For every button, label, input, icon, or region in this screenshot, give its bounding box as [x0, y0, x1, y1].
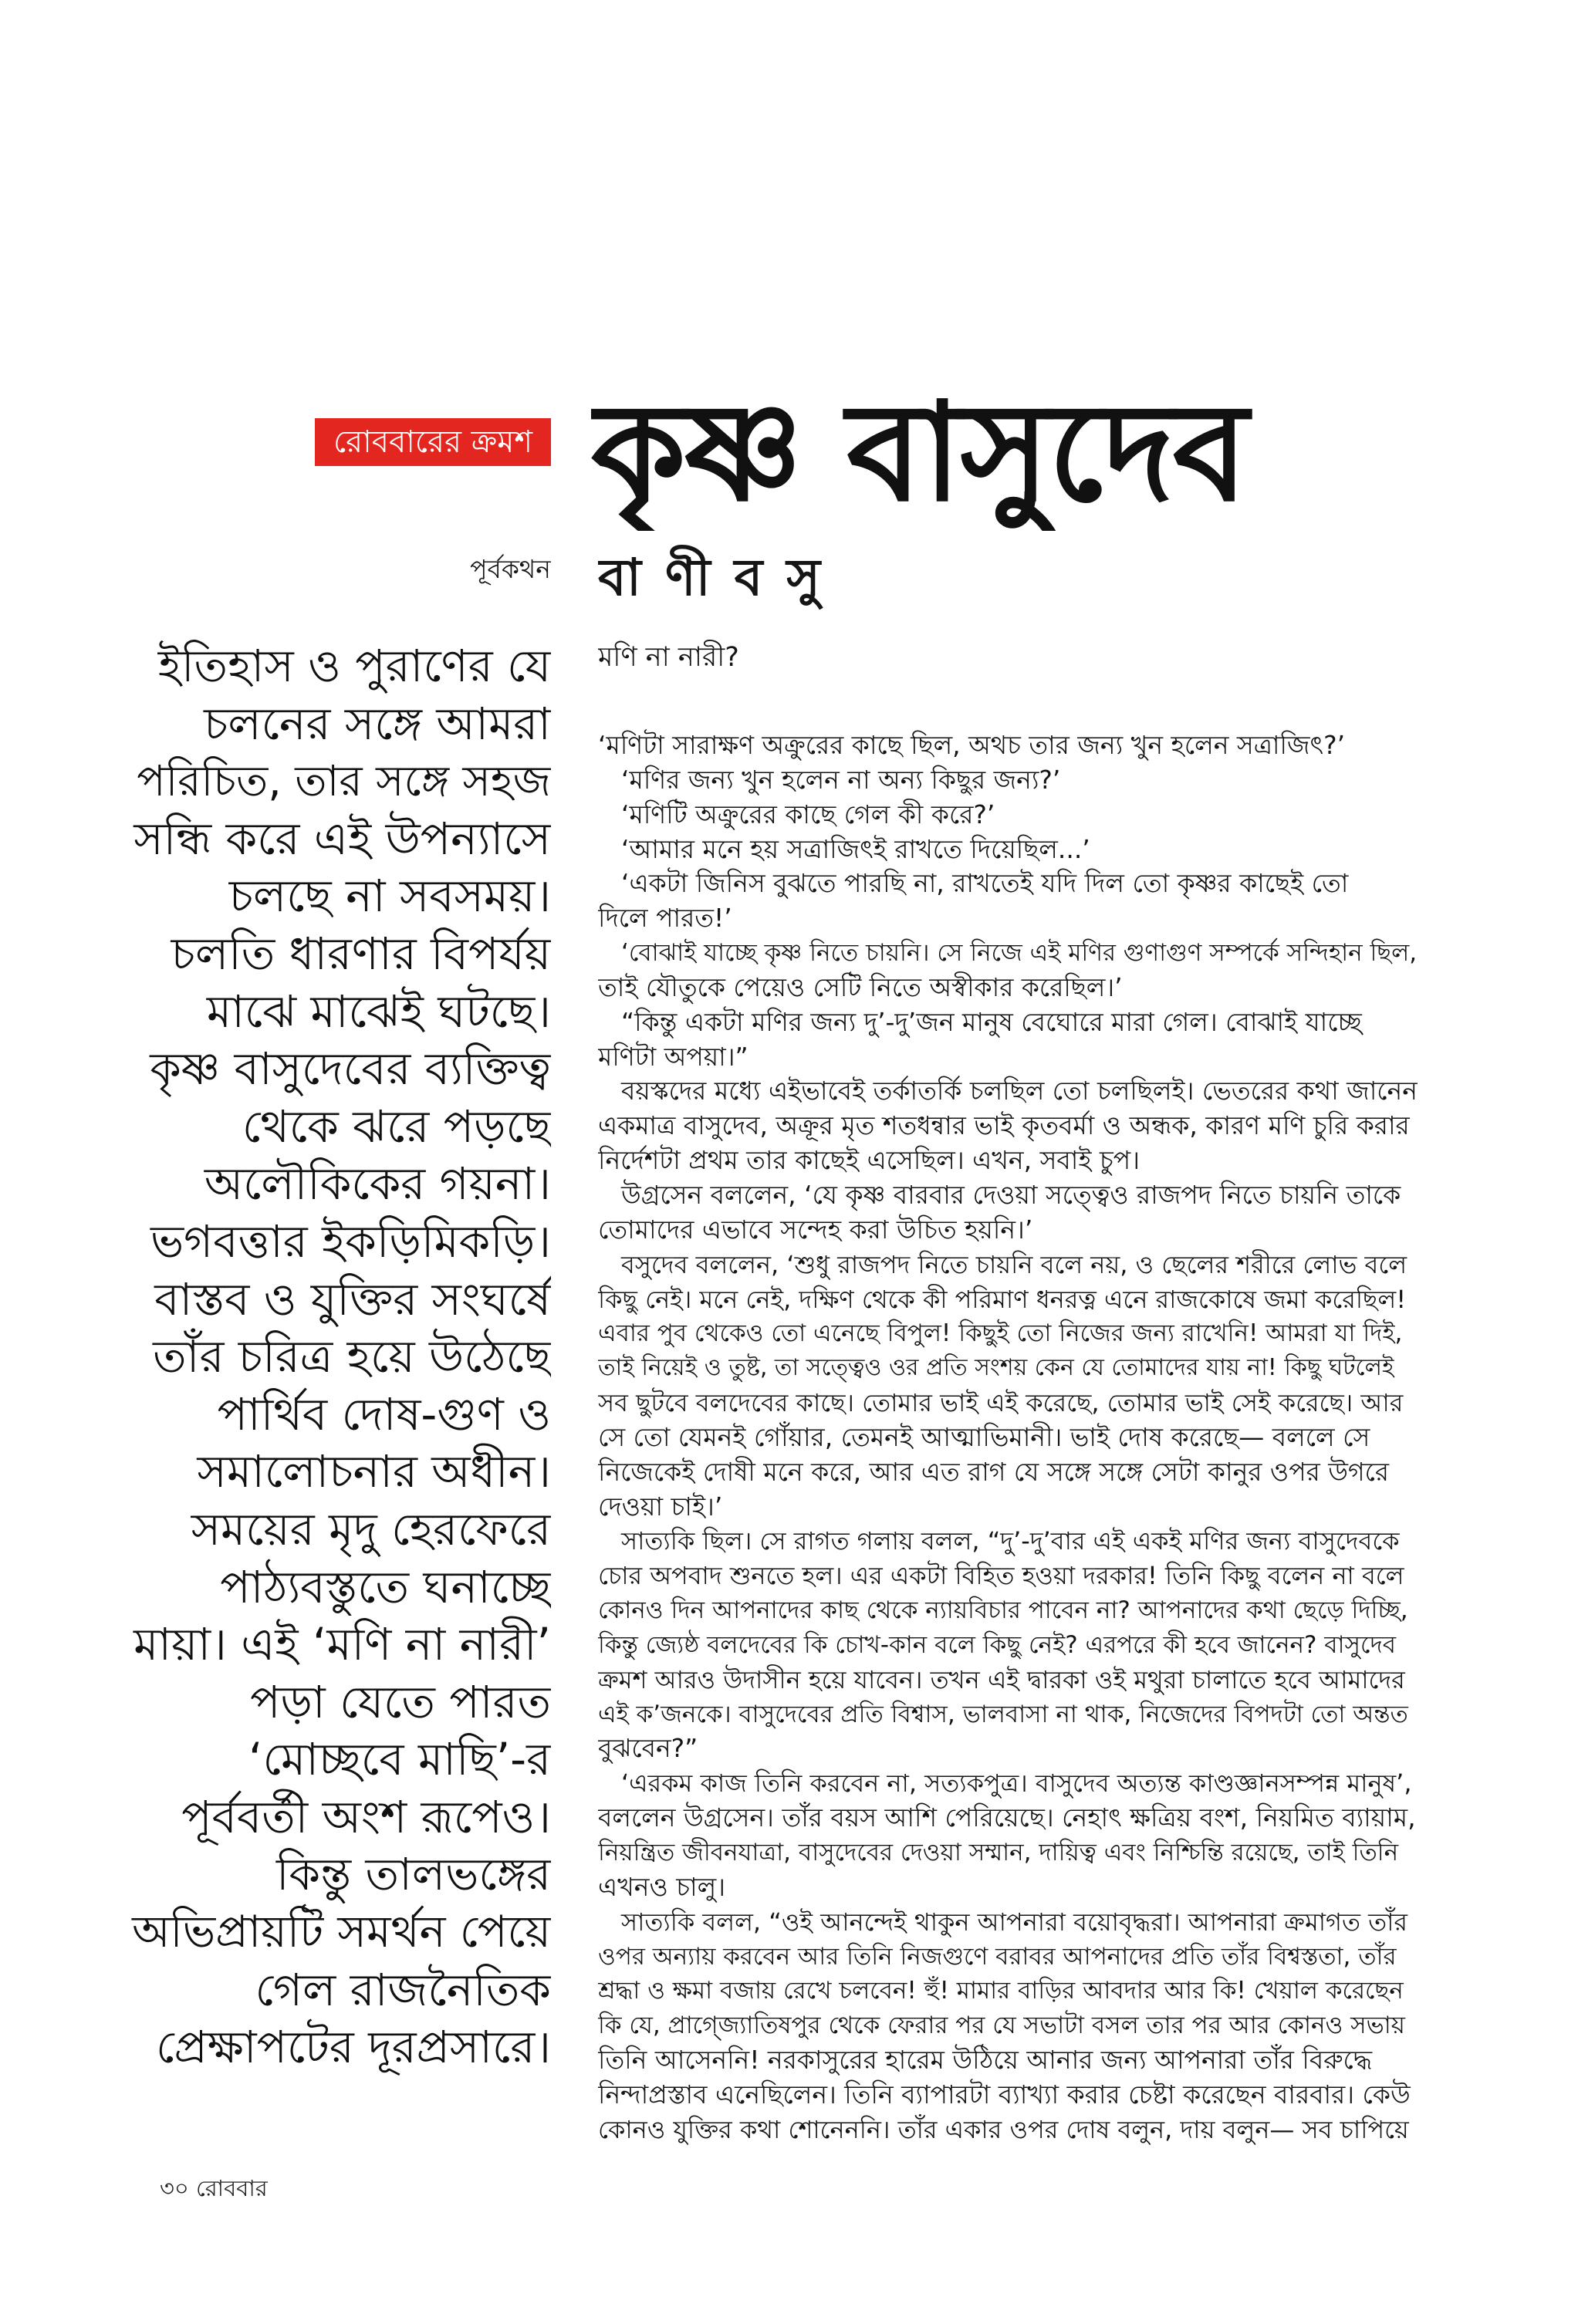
pull-quote-line: তাঁর চরিত্র হয়ে উঠেছে — [153, 1330, 551, 1383]
pull-quote-line: থেকে ঝরে পড়ছে — [242, 1100, 551, 1153]
pull-quote-line: ‘মোচ্ছবে মাছি’-র — [248, 1733, 551, 1786]
body-line: কোনও দিন আপনাদের কাছ থেকে ন্যায়বিচার পাবেন না? আপনাদের কথা ছেড়ে দিচ্ছি, — [598, 1596, 1408, 1625]
section-label: পূর্বকথন — [470, 554, 551, 584]
pull-quote-line: চলতি ধারণার বিপর্যয় — [171, 927, 551, 980]
body-line: এবার পুব থেকেও তো এনেছে বিপুল! কিছুই তো নিজের জন্য রাখেনি! আমরা যা দিই, — [598, 1319, 1403, 1348]
pull-quote-line: পরিচিত, তার সঙ্গে সহজ — [137, 756, 551, 806]
pull-quote-line: সন্ধি করে এই উপন্যাসে — [133, 812, 551, 865]
body-line: ক্রমশ আরও উদাসীন হয়ে যাবেন। তখন এই দ্বারকা ওই মথুরা চালাতে হবে আমাদের — [598, 1664, 1405, 1694]
body-line: নিজেকেই দোষী মনে করে, আর এত রাগ যে সঙ্গে সঙ্গে সেটা কানুর ওপর উগরে — [598, 1456, 1389, 1487]
pull-quote — [131, 637, 551, 2076]
pull-quote-line: মাঝে মাঝেই ঘটছে। — [206, 985, 551, 1038]
article-title: কৃষ্ণ বাসুদেব — [591, 375, 1247, 532]
pull-quote-line: মায়া। এই ‘মণি না নারী’ — [133, 1618, 551, 1671]
body-line: বুঝবেন?” — [598, 1733, 698, 1764]
article-subheading: মণি না নারী? — [598, 642, 739, 673]
pull-quote-line: অভিপ্রায়টি সমর্থন পেয়ে — [132, 1907, 551, 1958]
pull-quote-line: পার্থিব দোষ-গুণ ও — [217, 1387, 551, 1441]
body-line: তোমাদের এভাবে সন্দেহ করা উচিত হয়নি।’ — [598, 1214, 1033, 1245]
body-line: বয়স্কদের মধ্যে এইভাবেই তর্কাতর্কি চলছিল তো চলছিলই। ভেতরের কথা জানেন — [621, 1076, 1418, 1106]
body-line: তিনি আসেননি! নরকাসুরের হারেম উঠিয়ে আনার জন্য আপনারা তাঁর বিরুদ্ধে — [598, 2045, 1373, 2076]
body-line: ওপর অন্যায় করবেন আর তিনি নিজগুণে বরাবর আপনাদের প্রতি তাঁর বিশ্বস্ততা, তাঁর — [598, 1942, 1397, 1971]
body-line: তাই যৌতুকে পেয়েও সেটি নিতে অস্বীকার করেছিল।’ — [598, 971, 1123, 1002]
page-number: ৩০ — [160, 2175, 189, 2201]
body-line: কোনও যুক্তির কথা শোনেননি। তাঁর একার ওপর দোষ বলুন, দায় বলুন— সব চাপিয়ে — [598, 2114, 1409, 2144]
body-line: ‘বোঝাই যাচ্ছে কৃষ্ণ নিতে চায়নি। সে নিজে এই মণির গুণাগুণ সম্পর্কে সন্দিহান ছিল, — [621, 939, 1418, 968]
body-line: নির্দেশটা প্রথম তার কাছেই এসেছিল। এখন, সবাই চুপ। — [598, 1145, 1140, 1176]
body-line: উগ্রসেন বললেন, ‘যে কৃষ্ণ বারবার দেওয়া সত্ত্বেও রাজপদ নিতে চায়নি তাকে — [621, 1179, 1401, 1210]
pull-quote-line: প্রেক্ষাপটের দূরপ্রসারে। — [155, 2021, 551, 2074]
body-line: সে তো যেমনই গোঁয়ার, তেমনই আত্মাভিমানী। ভাই দোষ করেছে— বললে সে — [598, 1421, 1370, 1452]
body-line: নিয়ন্ত্রিত জীবনযাত্রা, বাসুদেবের দেওয়া সম্মান, দায়িত্ব এবং নিশ্চিন্তি রয়েছে, তাই তিনি — [598, 1839, 1399, 1866]
page-footer — [160, 2173, 468, 2204]
body-line: ‘এরকম কাজ তিনি করবেন না, সত্যকপুত্র। বাসুদেব অত্যন্ত কাণ্ডজ্ঞানসম্পন্ন মানুষ’, — [621, 1768, 1412, 1799]
pull-quote-line: পড়া যেতে পারত — [250, 1675, 551, 1728]
body-line: দেওয়া চাই।’ — [598, 1491, 723, 1522]
body-line: কি যে, প্রাগ্জ্যোতিষপুর থেকে ফেরার পর যে সভাটা বসল তার পর আর কোনও সভায় — [598, 2012, 1405, 2040]
pull-quote-line: চলছে না সবসময়। — [228, 870, 551, 923]
article-body — [598, 728, 1418, 2147]
body-line: সাত্যকি বলল, “ওই আনন্দেই থাকুন আপনারা বয়োবৃদ্ধরা। আপনারা ক্রমাগত তাঁর — [621, 1907, 1408, 1937]
body-line: ‘মণির জন্য খুন হলেন না অন্য কিছুর জন্য?’ — [621, 764, 1061, 795]
body-line: শ্রদ্ধা ও ক্ষমা বজায় রেখে চলবেন! হুঁ! মামার বাড়ির আবদার আর কি! খেয়াল করেছেন — [598, 1977, 1404, 2005]
body-line: তাই নিয়েই ও তুষ্ট, তা সত্ত্বেও ওর প্রতি সংশয় কেন যে তোমাদের যায় না! কিছু ঘটলেই — [598, 1354, 1394, 1382]
pull-quote-line: পূর্ববর্তী অংশ রূপেও। — [181, 1790, 551, 1843]
series-badge: রোববারের ক্রমশ — [315, 418, 551, 466]
body-line: ‘মণিটি অক্রুরের কাছে গেল কী করে?’ — [621, 799, 995, 829]
body-line: ‘একটা জিনিস বুঝতে পারছি না, রাখতেই যদি দিল তো কৃষ্ণর কাছেই তো — [621, 868, 1349, 899]
pull-quote-line: কৃষ্ণ বাসুদেবের ব্যক্তিত্ব — [150, 1042, 551, 1096]
body-line: “কিন্তু একটা মণির জন্য দু’-দু’জন মানুষ বেঘোরে মারা গেল। বোঝাই যাচ্ছে — [621, 1006, 1362, 1037]
pull-quote-line: কিন্তু তালভঙ্গের — [275, 1848, 551, 1901]
body-line: ‘আমার মনে হয় সত্রাজিৎই রাখতে দিয়েছিল...’ — [621, 833, 1090, 864]
body-line: নিন্দাপ্রস্তাব এনেছিলেন। তিনি ব্যাপারটা ব্যাখ্যা করার চেষ্টা করেছেন বারবার। কেউ — [598, 2079, 1411, 2110]
pull-quote-line: ভগবত্তার ইকড়িমিকড়ি। — [150, 1214, 551, 1268]
pull-quote-line: সমালোচনার অধীন। — [197, 1445, 551, 1498]
author-byline: বা ণী ব সু — [598, 548, 823, 607]
body-line: একমাত্র বাসুদেব, অক্রূর মৃত শতধন্বার ভাই কৃতবর্মা ও অন্ধক, কারণ মণি চুরি করার — [598, 1110, 1410, 1141]
body-line: কিছু নেই। মনে নেই, দক্ষিণ থেকে কী পরিমাণ ধনরত্ন এনে রাজকোষে জমা করেছিল! — [598, 1284, 1407, 1314]
body-line: এই ক’জনকে। বাসুদেবের প্রতি বিশ্বাস, ভালবাসা না থাক, নিজেদের বিপদটা তো অন্তত — [598, 1700, 1408, 1728]
body-line: ‘মণিটা সারাক্ষণ অক্রুরের কাছে ছিল, অথচ তার জন্য খুন হলেন সত্রাজিৎ?’ — [598, 730, 1346, 760]
body-line: বললেন উগ্রসেন। তাঁর বয়স আশি পেরিয়েছে। নেহাৎ ক্ষত্রিয় বংশ, নিয়মিত ব্যায়াম, — [598, 1802, 1416, 1833]
pull-quote-line: বাস্তব ও যুক্তির সংঘর্ষে — [154, 1272, 551, 1326]
pull-quote-line: সময়ের মৃদু হেরফেরে — [191, 1502, 551, 1556]
body-line: এখনও চালু। — [598, 1871, 726, 1902]
magazine-name: রোববার — [195, 2175, 268, 2201]
body-line: দিলে পারত!’ — [598, 903, 732, 934]
body-line: বসুদেব বললেন, ‘শুধু রাজপদ নিতে চায়নি বলে নয়, ও ছেলের শরীরে লোভ বলে — [621, 1249, 1407, 1279]
pull-quote-line: অলৌকিকের গয়না। — [204, 1157, 551, 1211]
body-line: চোর অপবাদ শুনতে হল। এর একটা বিহিত হওয়া দরকার! তিনি কিছু বলেন না বলে — [598, 1561, 1404, 1591]
body-line: সব ছুটবে বলদেবের কাছে। তোমার ভাই এই করেছে, তোমার ভাই সেই করেছে। আর — [598, 1388, 1404, 1418]
pull-quote-line: চলনের সঙ্গে আমরা — [204, 697, 551, 750]
body-line: সাত্যকি ছিল। সে রাগত গলায় বলল, “দু’-দু’বার এই একই মণির জন্য বাসুদেবকে — [621, 1526, 1400, 1556]
pull-quote-line: পাঠ্যবস্তুতে ঘনাচ্ছে — [220, 1560, 551, 1613]
body-line: কিন্তু জ্যেষ্ঠ বলদেবের কি চোখ-কান বলে কিছু নেই? এরপরে কী হবে জানেন? বাসুদেব — [598, 1630, 1397, 1659]
body-line: মণিটা অপয়া।” — [598, 1041, 749, 1072]
pull-quote-line: গেল রাজনৈতিক — [255, 1963, 551, 2016]
pull-quote-line: ইতিহাস ও পুরাণের যে — [157, 640, 551, 692]
